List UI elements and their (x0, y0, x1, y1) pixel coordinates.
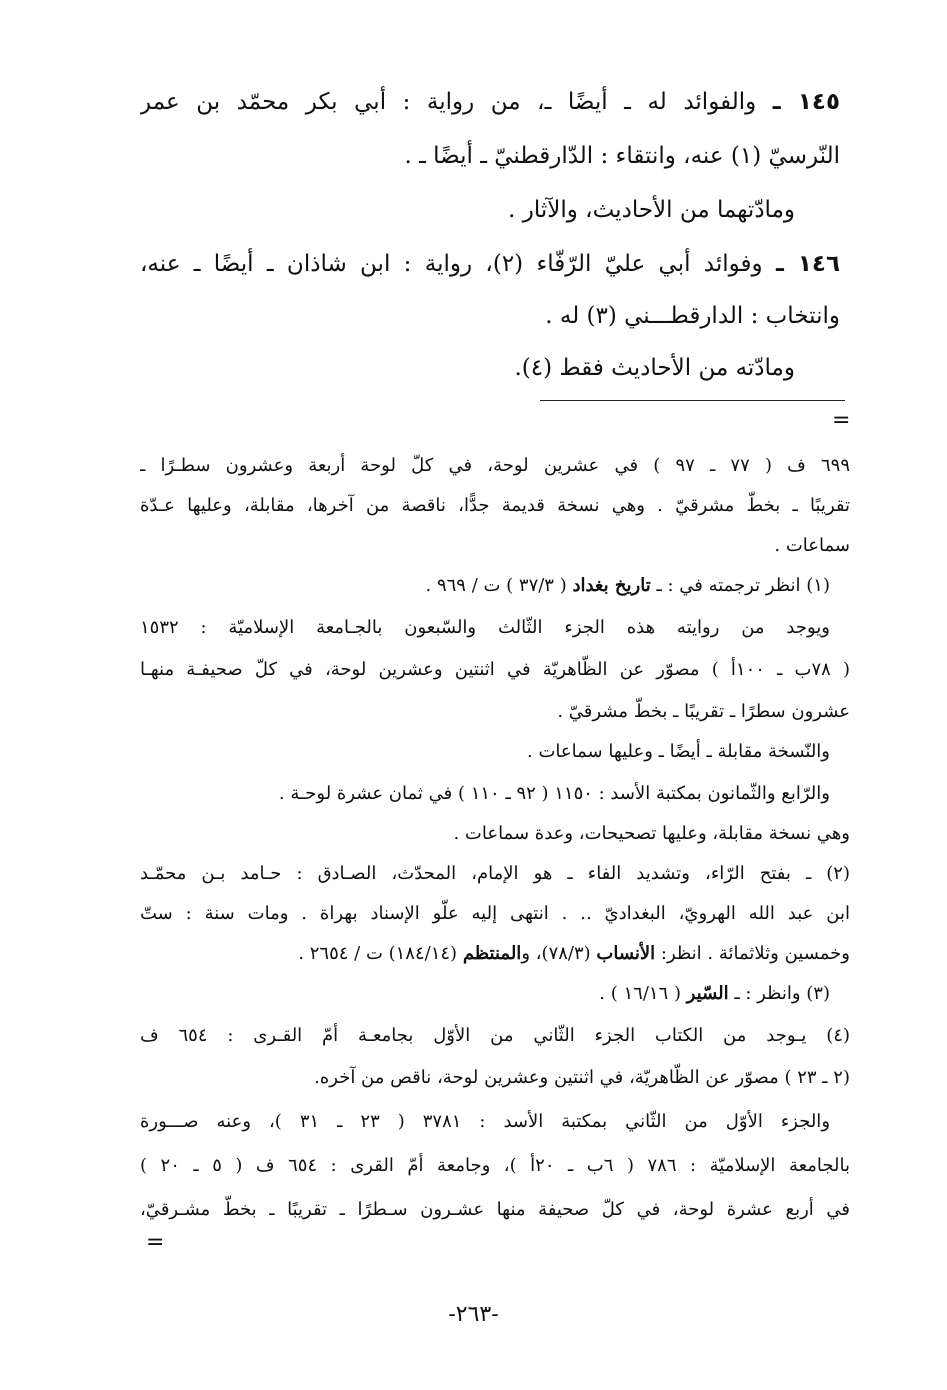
footnote-4-line: في أربع عشرة لوحة، في كلّ صحيفة منها عشـرون سـطرًا ـ تقريبًا ـ بخطّ مشـرقيّ، (140, 1199, 850, 1220)
footnote-1-line: عشرون سطرًا ـ تقريبًا ـ بخطّ مشرقيّ . (557, 701, 850, 722)
footnote-3: (٣) وانظر : ـ السّير ( ١٦/١٦ ) . (599, 983, 830, 1004)
footnote-2-line: (٢) ـ بفتح الرّاء، وتشديد الفاء ـ هو الإمام، المحدّث، الصـادق : حـامد بـن محمّـد (140, 863, 850, 884)
footnote-4-line: والجزء الأوّل من الثّاني بمكتبة الأسد : ٣٧٨١ ( ٢٣ ـ ٣١ )، وعنه صـــورة (140, 1111, 830, 1132)
entry-146-line-2: وانتخاب : الدارقطـــني (٣) له . (545, 303, 840, 329)
footnote-1-line: وهي نسخة مقابلة، وعليها تصحيحات، وعدة سماعات . (453, 823, 850, 844)
entry-146-line-1: ١٤٦ ـ وفوائد أبي عليّ الرّفّاء (٢)، رواية : ابن شاذان ـ أيضًا ـ عنه، (140, 251, 840, 277)
entry-146-line-3: ومادّته من الأحاديث فقط (٤). (514, 355, 795, 381)
footnote-2-line: ابن عبد الله الهرويّ، البغداديّ .. . انتهى إليه علّو الإسناد بهراة . ومات سنة : ستّ (140, 903, 850, 924)
continuation-mark: = (146, 1230, 165, 1255)
footnote-1-line: والنّسخة مقابلة ـ أيضًا ـ وعليها سماعات . (527, 741, 830, 762)
continuation-mark: = (832, 408, 851, 433)
footnote-4-line: بالجامعة الإسلاميّة : ٧٨٦ ( ٦ب ـ ٢٠أ )، وجامعة أمّ القرى : ٦٥٤ ف ( ٥ ـ ٢٠ ) (140, 1155, 850, 1176)
footnote-continuation-line-1: ٦٩٩ ف ( ٧٧ ـ ٩٧ ) في عشرين لوحة، في كلّ لوحة أربعة وعشرون سطـرًا ـ (140, 455, 850, 476)
entry-number: ١٤٥ ـ (772, 89, 840, 115)
page-number: -٢٦٣- (448, 1302, 499, 1327)
footnote-1-line: ( ٧٨ب ـ ١٠٠أ ) مصوّر عن الظّاهريّة في اثنتين وعشرين لوحة، في كلّ صحيفـة منهـا (140, 659, 850, 680)
bold-title: السّير (686, 983, 729, 1004)
entry-145-line-3: ومادّتهما من الأحاديث، والآثار . (508, 197, 795, 223)
footnote-1-line: والرّابع والثّمانون بمكتبة الأسد : ١١٥٠ ( ٩٢ ـ ١١٠ ) في ثمان عشرة لوحـة . (278, 783, 830, 804)
footnote-continuation-line-2: تقريبًا ـ بخطّ مشرقيّ . وهي نسخة قديمة جدًّا، ناقصة من آخرها، مقابلة، وعليها عـدّة (140, 495, 850, 516)
footnote-continuation-line-3: سماعات . (774, 535, 850, 556)
bold-title: الأنساب (596, 943, 656, 964)
footnote-2-line: وخمسين وثلاثمائة . انظر: الأنساب (٧٨/٣)، والمنتظم (١٨٤/١٤) ت / ٢٦٥٤ . (298, 943, 850, 964)
entry-145-line-2: النّرسيّ (١) عنه، وانتقاء : الدّارقطنيّ ـ أيضًا ـ . (404, 143, 840, 169)
footnote-4-line: (٤) يـوجد من الكتاب الجزء الثّاني من الأوّل بجامعـة أمّ القـرى : ٦٥٤ ف (140, 1025, 850, 1046)
bold-title: تاريخ بغداد (572, 575, 651, 596)
footnote-1: (١) انظر ترجمته في : ـ تاريخ بغداد ( ٣٧/٣ ) ت / ٩٦٩ . (425, 575, 830, 596)
footnote-1-line: ويوجد من روايته هذه الجزء الثّالث والسّبعون بالجـامعة الإسلاميّة : ١٥٣٢ (140, 617, 830, 638)
footnote-4-line: (٢ ـ ٢٣ ) مصوّر عن الظّاهريّة، في اثنتين وعشرين لوحة، ناقص من آخره. (314, 1067, 850, 1088)
entry-number: ١٤٦ ـ (776, 251, 840, 277)
footnote-separator (540, 400, 845, 401)
entry-145-line-1: ١٤٥ ـ والفوائد له ـ أيضًا ـ، من رواية : أبي بكر محمّد بن عمر (140, 89, 840, 115)
bold-title: المنتظم (462, 943, 522, 964)
